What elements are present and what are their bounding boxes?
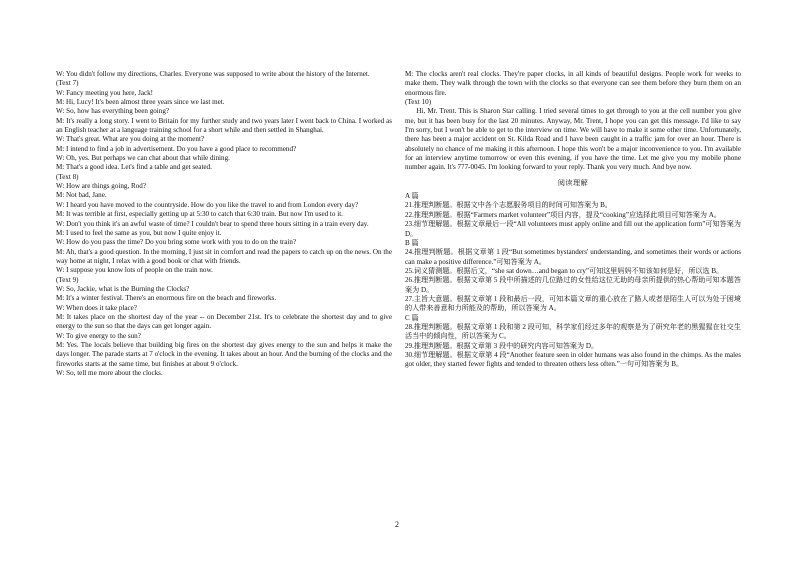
text-line: W: You didn't follow my directions, Charles. Everyone was supposed to write about the history of the Internet.	[56, 70, 370, 78]
answer-item: 29.推理判断题。根据文章第 3 段中的研究内容可知答案为 D。	[405, 341, 599, 350]
text-line: M: I used to feel the same as you, but now I quite enjoy it.	[56, 228, 222, 237]
text-line: M: Not bad, Jane.	[56, 191, 107, 200]
answer-item: 27.主旨大意题。根据文章第 1 段和最后一段，可知本篇文章的重心放在了路人或者是陌生人可以为处于困境的人带来善意和力所能及的帮助，所以答案为 A。	[405, 294, 741, 313]
text-line: W: Fancy meeting you here, Jack!	[56, 88, 154, 97]
answer-item: 26.推理判断题。根据文章第 5 段中所描述的几位路过的女性给这位无助的母亲所提供的热心帮助可知本题答案为 D。	[405, 276, 741, 294]
answer-item: 22.推理判断题。根据“Farmers market volunteer”项目内容，提及“cooking”应选择此项目可知答案为 A。	[405, 210, 722, 219]
text-line: (Text 9)	[56, 275, 79, 284]
text-line: (Text 10)	[405, 98, 432, 107]
text-line: W: I suppose you know lots of people on the train now.	[56, 266, 213, 275]
text-line: M: It's really a long story. I went to Britain for my further study and two years later I went back to China. I worked as an English teacher at a language training school for a short while and then settled in Shanghai.	[56, 116, 392, 135]
text-line: M: The clocks aren't real clocks. They're paper clocks, in all kinds of beautiful designs. People work for weeks to make them. They walk through the town with the clocks so that everyone can see them before they burn them on an enormous fire.	[405, 70, 741, 97]
text-line: M: I intend to find a job in advertisement. Do you have a good place to recommend?	[56, 144, 297, 153]
text-line: W: Don't you think it's an awful waste of time? I couldn't bear to spend three hours sitting in a train every day.	[56, 219, 369, 228]
text-line: M: Ah, that's a good question. In the morning, I just sit in comfort and read the papers to catch up on the news. On the way home at night, I relax with a good book or chat with friends.	[56, 247, 392, 265]
text-line: M: Yes. The locals believe that building big fires on the shortest day gives energy to the sun and helps it make the days longer. The parade starts at 7 o'clock in the evening. It takes about an hour. And the burning of the clocks and the fireworks starts at the same time, but finishes at about 9 o'clock.	[56, 340, 392, 368]
text-line: W: To give energy to the sun?	[56, 331, 141, 340]
text-line: W: So, tell me more about the clocks.	[56, 369, 163, 377]
section-label: A 篇	[405, 192, 419, 201]
text-line: W: I heard you have moved to the countryside. How do you like the travel to and from London every day?	[56, 200, 359, 209]
text-line: W: How do you pass the time? Do you bring some work with you to do on the train?	[56, 238, 297, 247]
text-line: M: It takes place on the shortest day of the year -- on December 21st. It's to celebrate the shortest day and to give energy to the sun so that the days can get longer again.	[56, 312, 392, 331]
answer-item: 23.细节理解题。根据文章最后一段“All volunteers must apply online and fill out the application form”可知答案为 D。	[405, 220, 741, 238]
text-line: W: That's great. What are you doing at the moment?	[56, 135, 205, 144]
page-number: 2	[395, 520, 399, 529]
text-line: (Text 7)	[56, 79, 79, 88]
answer-item: 30.细节理解题。根据文章第 4 段“Another feature seen in older humans was also found in the chimps. As the males got older, they started fewer fights and tended to threaten others less often.”一句可知答案为 B。	[405, 350, 741, 369]
text-line: W: So, Jackie, what is the Burning the Clocks?	[56, 284, 190, 293]
text-line: W: How are things going, Rod?	[56, 182, 146, 191]
text-line: M: It was terrible at first, especially getting up at 5:30 to catch that 6:30 train. But now I'm used to it.	[56, 210, 343, 219]
text-line: M: That's a good idea. Let's find a table and get seated.	[56, 163, 212, 172]
text-line: M: Hi, Lucy! It's been almost three years since we last met.	[56, 98, 225, 107]
text-line: W: Oh, yes. But perhaps we can chat about that while dining.	[56, 154, 230, 163]
section-heading: 阅读理解	[557, 178, 589, 187]
text-line: M: It's a winter festival. There's an enormous fire on the beach and fireworks.	[56, 294, 277, 303]
section-label: C 篇	[405, 313, 419, 322]
text-line: W: When does it take place?	[56, 303, 137, 312]
answer-item: 25.词义猜测题。根据后文，“she sat down…and began to cry”可知这里妈妈不知该如何是好，所以选 B。	[405, 266, 724, 275]
dialogue-column-left	[56, 70, 392, 378]
answer-item: 24.推理判断题。根据文章第 1 段“But sometimes bystanders' understanding, and sometimes their words or actions can make a positive difference.”可知答案为 A。	[405, 248, 741, 266]
text-line: W: So, how has everything been going?	[56, 107, 170, 116]
answer-item: 21.推理判断题。根据文中各个志愿服务项目的时间可知答案为 B。	[405, 201, 612, 210]
answers-column-right	[405, 70, 741, 370]
answer-item: 28.推理判断题。根据文章第 1 段和第 2 段可知，科学家们经过多年的观察是为了研究年老的黑猩猩在社交生活当中的倾向性，所以答案为 C。	[405, 322, 741, 341]
voicemail-paragraph: Hi, Mr. Trent. This is Sharon Star calling. I tried several times to get through to you at the cell number you give me, but it has been busy for the last 20 minutes. Anyway, Mr. Trent, I hope you can get this message. I'd like to say I'm sorry, but I won't be able to get to the interview on time. We will have to make it some other time. Unfortunately, there has been a major accident on St. Kilda Road and I have been caught in a traffic jam for over an hour. There is absolutely no chance of me making it this afternoon. I hope this won't be a major inconvenience to you. I'm available for an interview anytime tomorrow or even this evening, if you have the time. Let me give you my mobile phone number again. It's 777-0045. I'm looking forward to your reply. Thank you very much. And bye now.	[405, 107, 741, 172]
section-label: B 篇	[405, 238, 419, 247]
text-line: (Text 8)	[56, 172, 79, 181]
